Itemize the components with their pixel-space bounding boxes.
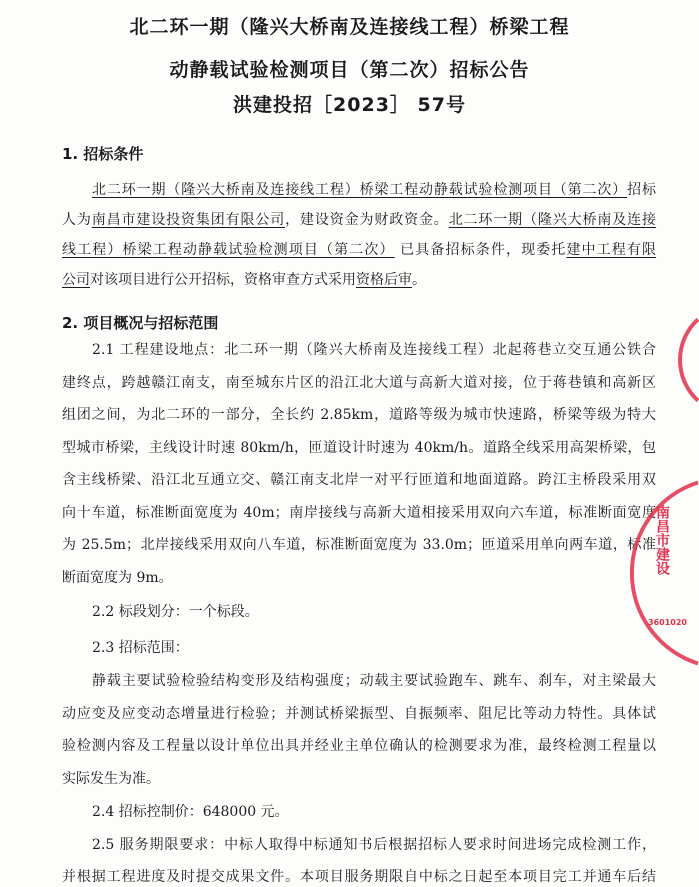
paragraph-line: 动应变及应变动态增量进行检验；并测试桥梁振型、自振频率、阻尼比等动力特性。具体试 (62, 705, 656, 722)
text-segment: 。 (412, 272, 426, 288)
paragraph-line: 2.4 招标控制价：648000 元。 (92, 804, 289, 820)
paragraph-line: 2.1 工程建设地点：北二环一期（隆兴大桥南及连接线工程）北起蒋巷立交互通公铁合 (92, 342, 656, 358)
red-seals (600, 280, 699, 700)
underlined-text: 公司 (62, 272, 90, 288)
paragraph-line: 实际发生为准。 (62, 770, 160, 787)
seal-number: 3601020 (648, 618, 687, 627)
paragraph-line: 型城市桥梁，主线设计时速 80km/h，匝道设计时速为 40km/h。道路全线采用高架桥梁，包 (62, 439, 656, 456)
title-line-2: 动静载试验检测项目（第二次）招标公告 (169, 59, 530, 81)
paragraph-line: 并根据工程进度及时提交成果文件。本项目服务期限自中标之日起至本项目完工并通车后结 (62, 869, 656, 885)
document-number: 洪建投招［2023］ 57号 (233, 94, 466, 116)
paragraph-line: 向十车道，标准断面宽度为 40m；南岸接线与高新大道相接采用双向六车道，标准断面宽度 (62, 504, 656, 521)
paragraph-line: 2.2 标段划分：一个标段。 (92, 604, 259, 620)
paragraph-line (92, 180, 656, 200)
underlined-text: 建中工程有限 (566, 242, 657, 258)
seal-text: 南昌市建设 (654, 505, 670, 575)
text-segment: ，建设资金为财政资金。 (285, 212, 449, 228)
underlined-text: 北二环一期（隆兴大桥南及连接 (448, 212, 657, 228)
text-segment: 已具备招标条件，现委托 (394, 242, 567, 258)
paragraph-line (62, 240, 656, 260)
paragraph-line: 验检测内容及工程量以设计单位出具并经业主单位确认的检测要求为准，最终检测工程量以 (62, 738, 656, 754)
paragraph-line: 组团之间，为北二环的一部分，全长约 2.85km，道路等级为城市快速路，桥梁等级为特大 (62, 407, 656, 423)
paragraph-line: 含主线桥梁、沿江北互通立交、赣江南支北岸一对平行匝道和地面道路。跨江主桥段采用双 (62, 472, 656, 488)
underlined-text: 资格后审 (356, 272, 412, 288)
paragraph-line (62, 270, 656, 290)
paragraph-line (62, 210, 656, 230)
text-segment: 对该项目进行公开招标，资格审查方式采用 (90, 272, 356, 288)
paragraph-line: 断面宽度为 9m。 (62, 569, 173, 586)
paragraph-line: 为 25.5m；北岸接线采用双向八车道，标准断面宽度为 33.0m；匝道采用单向两车道，标准 (62, 537, 656, 553)
title-line-1: 北二环一期（隆兴大桥南及连接线工程）桥梁工程 (129, 16, 570, 38)
underlined-text: 线工程）桥梁工程动静载试验检测项目（第二次） (62, 242, 395, 258)
paragraph-line: 静载主要试验检验结构变形及结构强度；动载主要试验跑车、跳车、刹车，对主梁最大 (92, 673, 656, 689)
paragraph-line: 2.5 服务期限要求：中标人取得中标通知书后根据招标人要求时间进场完成检测工作， (92, 837, 656, 853)
underlined-text: 南昌市建设投资集团有限公司 (91, 212, 286, 228)
text-segment: 人为 (62, 212, 92, 228)
red-seal-upper (680, 319, 698, 400)
text-segment: 招标 (627, 182, 657, 198)
paragraph-heading: 2.3 招标范围： (92, 640, 189, 656)
section-2-heading: 2. 项目概况与招标范围 (62, 314, 219, 332)
section-1-heading: 1. 招标条件 (62, 145, 144, 163)
paragraph-line: 建终点，跨越赣江南支，南至城东片区的沿江北大道与高新大道对接，位于蒋巷镇和高新区 (62, 374, 656, 391)
underlined-text: 北二环一期（隆兴大桥南及连接线工程）桥梁工程动静载试验检测项目（第二次） (92, 182, 628, 198)
